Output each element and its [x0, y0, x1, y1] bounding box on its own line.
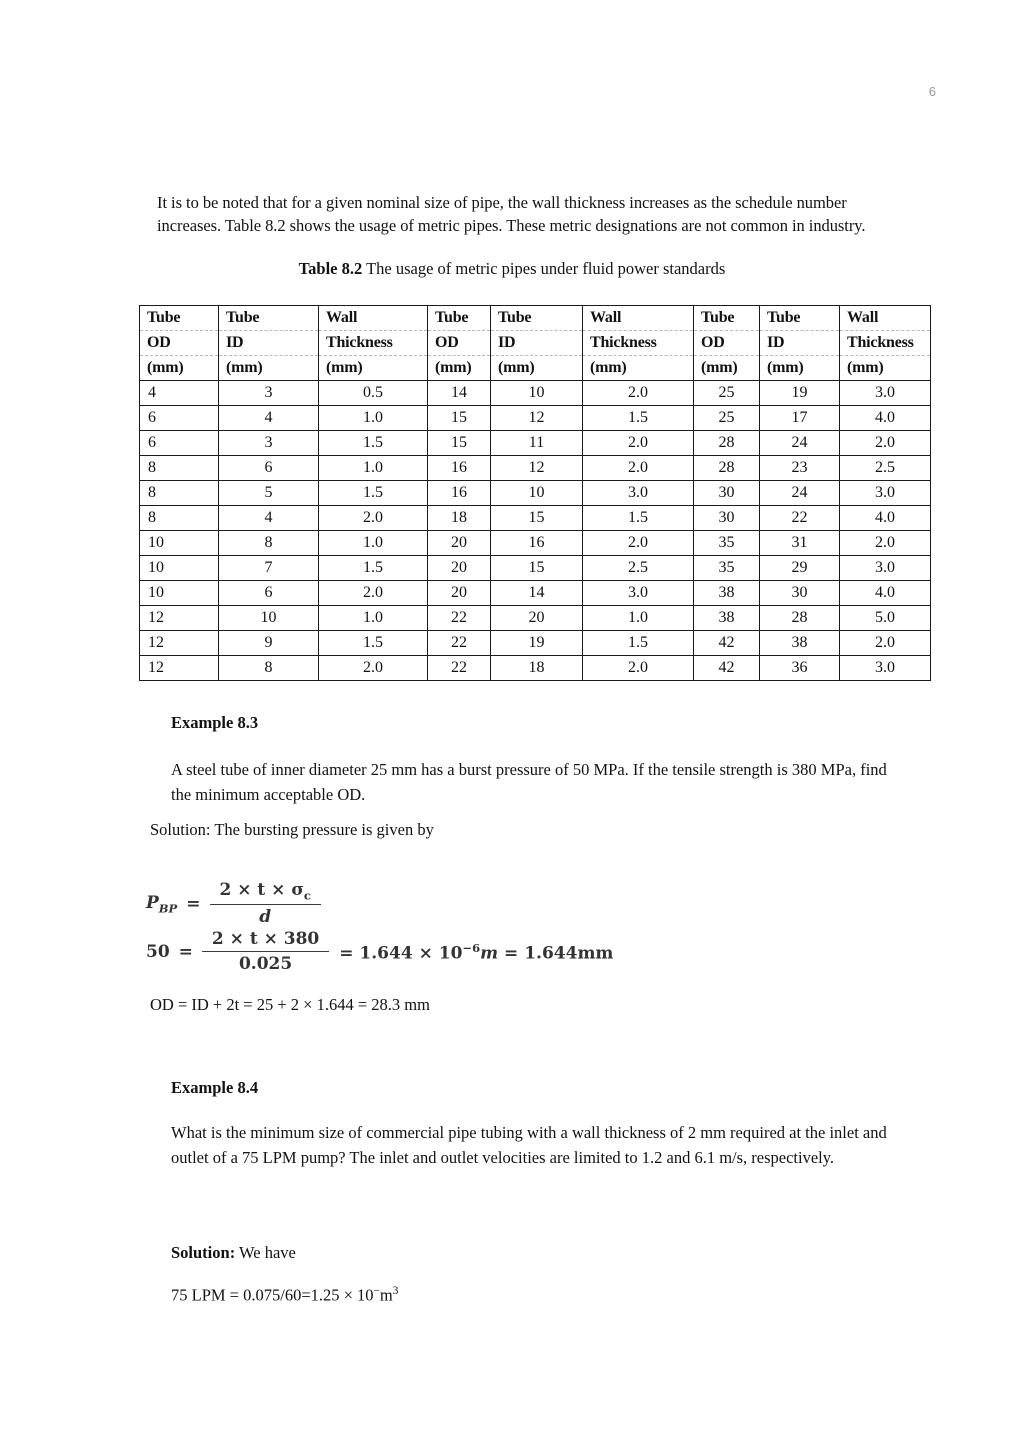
equation-equals: =	[186, 893, 201, 914]
table-cell: 24	[760, 431, 840, 456]
table-row	[140, 481, 931, 506]
table-cell: 20	[428, 581, 491, 606]
table-row	[140, 406, 931, 431]
table-header	[140, 306, 931, 381]
equation2-fraction	[202, 929, 329, 974]
table-cell: 38	[694, 606, 760, 631]
table-cell: 4.0	[840, 406, 931, 431]
result-unit: m	[480, 943, 499, 964]
table-cell: 16	[491, 531, 583, 556]
example-84-solution-intro	[171, 1243, 296, 1263]
equation2-lhs: 50	[146, 941, 170, 962]
table-cell: 1.5	[319, 431, 428, 456]
table-cell: 24	[760, 481, 840, 506]
table-row	[140, 456, 931, 481]
table-cell: 9	[219, 631, 319, 656]
table-cell: 31	[760, 531, 840, 556]
table-cell: 12	[491, 406, 583, 431]
equation-lhs-symbol: P	[146, 892, 159, 913]
table-caption	[0, 259, 1024, 279]
table-cell: 2.0	[583, 431, 694, 456]
table-cell: 6	[219, 456, 319, 481]
header-cell: Tube	[140, 306, 219, 331]
table-cell: 28	[694, 456, 760, 481]
table-cell: 10	[219, 606, 319, 631]
metric-pipes-table	[139, 305, 931, 681]
table-header-row-2	[140, 331, 931, 356]
header-cell: (mm)	[760, 356, 840, 381]
table-row	[140, 531, 931, 556]
equation2-equals: =	[178, 941, 193, 962]
example-84-question: What is the minimum size of commercial pipe tubing with a wall thickness of 2 mm required at the inlet and outlet of a 75 LPM pump? The inlet and outlet velocities are limited to 1.2 and 6.1 m/s, respectively.	[171, 1123, 887, 1167]
example-83-od-line: OD = ID + 2t = 25 + 2 × 1.644 = 28.3 mm	[150, 995, 430, 1014]
table-cell: 1.5	[583, 631, 694, 656]
table-cell: 23	[760, 456, 840, 481]
header-cell: Tube	[491, 306, 583, 331]
intro-paragraph: It is to be noted that for a given nominal size of pipe, the wall thickness increases as the schedule number increases. Table 8.2 shows the usage of metric pipes. These metric designations are not common in industry.	[157, 192, 866, 235]
table-cell: 38	[694, 581, 760, 606]
header-cell: OD	[140, 331, 219, 356]
header-cell: (mm)	[491, 356, 583, 381]
header-cell: (mm)	[694, 356, 760, 381]
table-cell: 4	[219, 506, 319, 531]
table-cell: 2.0	[840, 631, 931, 656]
example-83-question: A steel tube of inner diameter 25 mm has a burst pressure of 50 MPa. If the tensile strength is 380 MPa, find the minimum acceptable OD.	[171, 760, 887, 804]
table-row	[140, 631, 931, 656]
table-cell: 2.0	[583, 456, 694, 481]
table-cell: 14	[428, 381, 491, 406]
table-cell: 2.0	[583, 531, 694, 556]
header-cell: (mm)	[840, 356, 931, 381]
header-cell: Thickness	[319, 331, 428, 356]
equation-pbp	[146, 880, 613, 927]
table-cell: 35	[694, 531, 760, 556]
example-83-heading: Example 8.3	[171, 713, 259, 732]
table-cell: 14	[491, 581, 583, 606]
table-cell: 2.0	[840, 531, 931, 556]
table-cell: 3.0	[840, 656, 931, 681]
table-cell: 1.0	[319, 456, 428, 481]
table-cell: 10	[140, 531, 219, 556]
table-cell: 12	[140, 631, 219, 656]
page-number: 6	[928, 84, 936, 99]
table-cell: 16	[428, 481, 491, 506]
table-cell: 12	[140, 656, 219, 681]
equation-50	[146, 929, 613, 974]
numerator-subscript: c	[303, 888, 311, 903]
table-body	[140, 381, 931, 681]
table-cell: 1.5	[583, 406, 694, 431]
header-cell: OD	[428, 331, 491, 356]
header-cell: Thickness	[583, 331, 694, 356]
table-cell: 3	[219, 381, 319, 406]
fraction2-numerator: 2 × t × 380	[202, 929, 329, 952]
fraction-numerator	[210, 880, 321, 905]
result-second: = 1.644mm	[504, 943, 614, 964]
table-row	[140, 656, 931, 681]
example-84-heading: Example 8.4	[171, 1078, 259, 1097]
table-cell: 15	[491, 556, 583, 581]
header-cell: (mm)	[219, 356, 319, 381]
table-cell: 6	[140, 406, 219, 431]
table-cell: 3.0	[840, 481, 931, 506]
header-cell: Tube	[428, 306, 491, 331]
table-cell: 22	[428, 631, 491, 656]
table-cell: 10	[491, 381, 583, 406]
table-cell: 10	[140, 556, 219, 581]
table-cell: 6	[140, 431, 219, 456]
table-cell: 5	[219, 481, 319, 506]
table-cell: 3.0	[583, 581, 694, 606]
table-header-row-3	[140, 356, 931, 381]
table-cell: 7	[219, 556, 319, 581]
header-cell: ID	[219, 331, 319, 356]
table-cell: 10	[491, 481, 583, 506]
table-cell: 3.0	[583, 481, 694, 506]
table-cell: 18	[491, 656, 583, 681]
table-cell: 3.0	[840, 556, 931, 581]
table-cell: 38	[760, 631, 840, 656]
table-cell: 5.0	[840, 606, 931, 631]
table-cell: 2.0	[840, 431, 931, 456]
table-cell: 15	[428, 431, 491, 456]
table-cell: 15	[491, 506, 583, 531]
table-cell: 8	[140, 481, 219, 506]
example-84-lpm-line	[171, 1285, 398, 1306]
table-cell: 28	[694, 431, 760, 456]
table-cell: 8	[140, 456, 219, 481]
header-cell: (mm)	[319, 356, 428, 381]
table-row	[140, 431, 931, 456]
table-header-row-1	[140, 306, 931, 331]
table-cell: 10	[140, 581, 219, 606]
table-row	[140, 556, 931, 581]
table-caption-text: The usage of metric pipes under fluid power standards	[362, 259, 726, 278]
header-cell: ID	[491, 331, 583, 356]
example-83-solution-intro: Solution: The bursting pressure is given by	[150, 820, 434, 839]
table-row	[140, 381, 931, 406]
header-cell: Tube	[760, 306, 840, 331]
table-cell: 29	[760, 556, 840, 581]
table-cell: 22	[428, 656, 491, 681]
table-cell: 0.5	[319, 381, 428, 406]
table-cell: 1.0	[319, 531, 428, 556]
table-cell: 19	[491, 631, 583, 656]
table-cell: 2.5	[840, 456, 931, 481]
table-cell: 8	[219, 656, 319, 681]
lpm-text: 75 LPM = 0.075/60=1.25 × 10	[171, 1285, 374, 1305]
table-cell: 22	[760, 506, 840, 531]
header-cell: Thickness	[840, 331, 931, 356]
solution-label: Solution:	[171, 1243, 236, 1262]
header-cell: Wall	[319, 306, 428, 331]
table-cell: 2.0	[319, 581, 428, 606]
table-cell: 8	[219, 531, 319, 556]
table-cell: 15	[428, 406, 491, 431]
table-cell: 1.5	[319, 556, 428, 581]
table-cell: 1.5	[319, 631, 428, 656]
table-cell: 20	[428, 556, 491, 581]
table-cell: 25	[694, 406, 760, 431]
lpm-unit: m	[379, 1285, 393, 1305]
table-cell: 2.0	[319, 656, 428, 681]
table-cell: 22	[428, 606, 491, 631]
table-cell: 1.0	[319, 406, 428, 431]
result-exponent: −6	[462, 940, 481, 955]
metric-pipes-table-wrapper	[139, 305, 930, 681]
fraction2-denominator: 0.025	[238, 954, 293, 975]
equation-fraction	[210, 880, 321, 927]
equation-lhs	[146, 893, 177, 915]
table-cell: 1.5	[583, 506, 694, 531]
table-cell: 42	[694, 631, 760, 656]
table-cell: 2.0	[319, 506, 428, 531]
table-cell: 1.0	[319, 606, 428, 631]
table-cell: 18	[428, 506, 491, 531]
table-caption-label: Table 8.2	[298, 259, 363, 278]
header-cell: Tube	[219, 306, 319, 331]
table-cell: 30	[760, 581, 840, 606]
header-cell: Wall	[583, 306, 694, 331]
table-cell: 28	[760, 606, 840, 631]
header-cell: OD	[694, 331, 760, 356]
table-cell: 3	[219, 431, 319, 456]
table-cell: 1.5	[319, 481, 428, 506]
table-cell: 16	[428, 456, 491, 481]
table-cell: 20	[428, 531, 491, 556]
table-cell: 4.0	[840, 581, 931, 606]
table-cell: 3.0	[840, 381, 931, 406]
header-cell: (mm)	[140, 356, 219, 381]
table-cell: 4	[219, 406, 319, 431]
table-cell: 11	[491, 431, 583, 456]
table-cell: 2.5	[583, 556, 694, 581]
table-cell: 2.0	[583, 656, 694, 681]
table-cell: 19	[760, 381, 840, 406]
table-cell: 36	[760, 656, 840, 681]
header-cell: (mm)	[428, 356, 491, 381]
table-cell: 17	[760, 406, 840, 431]
table-cell: 2.0	[583, 381, 694, 406]
numerator-text: 2 × t × σ	[219, 880, 304, 900]
fraction-denominator: d	[259, 907, 272, 928]
table-cell: 20	[491, 606, 583, 631]
lpm-exponent: −	[373, 1285, 380, 1297]
table-cell: 4	[140, 381, 219, 406]
table-cell: 6	[219, 581, 319, 606]
table-row	[140, 581, 931, 606]
result-text: = 1.644 × 10	[339, 943, 463, 964]
table-cell: 42	[694, 656, 760, 681]
solution-text: We have	[235, 1243, 296, 1262]
example-83-math-block	[146, 880, 613, 974]
equation-lhs-subscript: BP	[158, 900, 178, 915]
table-row	[140, 606, 931, 631]
table-row	[140, 506, 931, 531]
table-cell: 4.0	[840, 506, 931, 531]
table-cell: 30	[694, 481, 760, 506]
header-cell: Tube	[694, 306, 760, 331]
equation2-result	[339, 941, 613, 964]
table-cell: 8	[140, 506, 219, 531]
header-cell: (mm)	[583, 356, 694, 381]
table-cell: 25	[694, 381, 760, 406]
table-cell: 1.0	[583, 606, 694, 631]
header-cell: Wall	[840, 306, 931, 331]
table-cell: 35	[694, 556, 760, 581]
lpm-unit-exponent: 3	[392, 1285, 399, 1297]
table-cell: 12	[140, 606, 219, 631]
header-cell: ID	[760, 331, 840, 356]
table-cell: 30	[694, 506, 760, 531]
table-cell: 12	[491, 456, 583, 481]
